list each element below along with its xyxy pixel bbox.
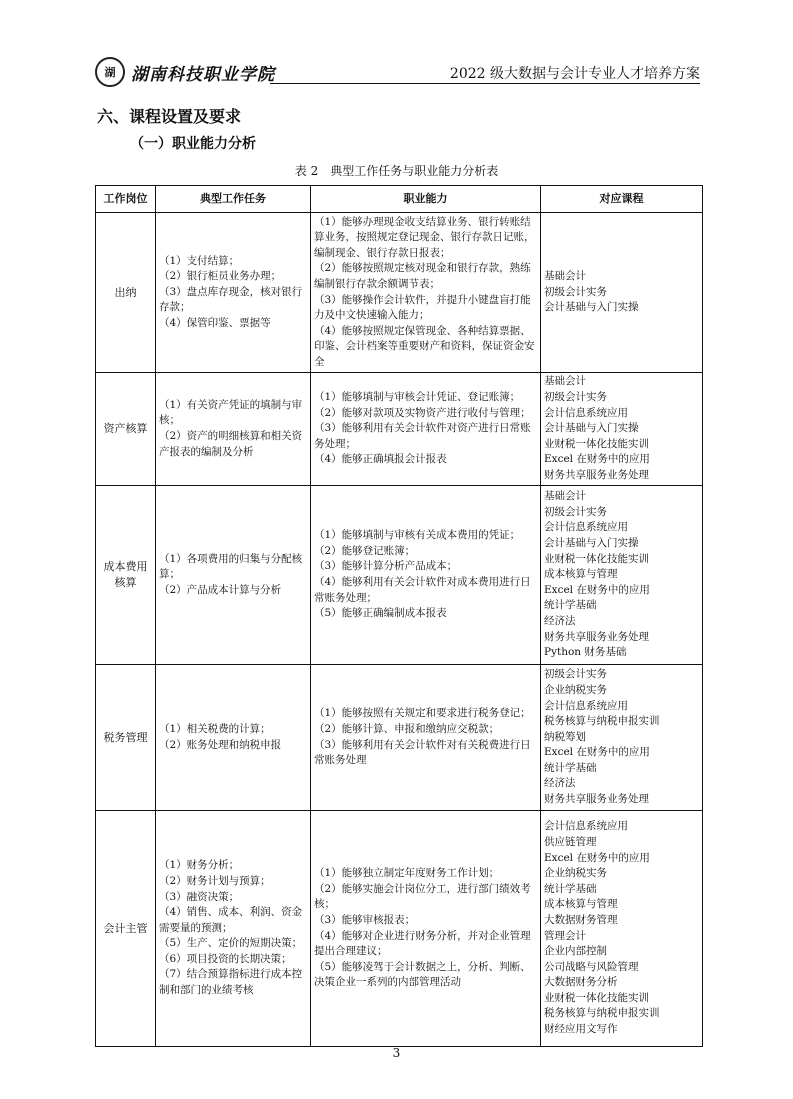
ability-analysis-table [95,185,703,1047]
col-header-tasks: 典型工作任务 [156,186,311,213]
ability-cell [311,373,541,486]
course-item: 企业内部控制 [544,945,607,958]
ability-item: （5）能够凌驾于会计数据之上，分析、判断、决策企业一系列的内部管理活动 [314,960,531,989]
col-header-courses: 对应课程 [541,186,703,213]
course-item: 供应链管理 [544,835,597,848]
course-item: 会计信息系统应用 [544,699,628,712]
course-item: 财务共享服务业务处理 [544,630,649,643]
task-item: （2）银行柜员业务办理； [159,270,282,283]
ability-cell [311,665,541,811]
course-item: 业财税一体化技能实训 [544,437,649,450]
course-item: 税务核算与纳税申报实训 [544,1007,660,1020]
task-cell [156,213,311,373]
course-item: Excel 在财务中的应用 [544,851,650,864]
table-row [96,665,703,811]
course-item: 初级会计实务 [544,285,607,298]
course-item: 财经应用文写作 [544,1023,618,1036]
task-cell [156,811,311,1047]
course-item: 管理会计 [544,929,586,942]
col-header-post: 工作岗位 [96,186,156,213]
task-item: （3）融资决策； [159,890,240,903]
task-item: （2）产品成本计算与分析 [159,583,282,596]
course-item: 会计基础与入门实操 [544,537,639,550]
ability-cell [311,486,541,665]
task-item: （1）有关资产凭证的填制与审核； [159,398,303,427]
course-item: 会计信息系统应用 [544,820,628,833]
table-row [96,213,703,373]
course-item: 业财税一体化技能实训 [544,552,649,565]
ability-item: （2）能够实施会计岗位分工，进行部门绩效考核； [314,882,531,911]
ability-item: （4）能够对企业进行财务分析，并对企业管理提出合理建议； [314,929,531,958]
course-item: 大数据财务管理 [544,913,618,926]
course-cell [541,213,703,373]
course-cell [541,811,703,1047]
ability-item: （3）能够计算分析产品成本； [314,560,458,573]
post-cell: 会计主管 [96,811,156,1047]
ability-item: （2）能够对款项及实物资产进行收付与管理； [314,406,531,419]
task-item: （1）相关税费的计算； [159,722,271,735]
task-cell [156,665,311,811]
course-item: 初级会计实务 [544,391,607,404]
ability-item: （1）能够填制与审核会计凭证、登记账簿； [314,391,521,404]
ability-item: （5）能够正确编制成本报表 [314,607,447,620]
course-item: Excel 在财务中的应用 [544,583,650,596]
table-row [96,373,703,486]
post-cell: 税务管理 [96,665,156,811]
task-item: （1）财务分析； [159,859,240,872]
course-item: 企业纳税实务 [544,867,607,880]
post-cell: 资产核算 [96,373,156,486]
course-item: 大数据财务分析 [544,976,618,989]
course-item: Excel 在财务中的应用 [544,746,650,759]
task-item: （2）账务处理和纳税申报 [159,738,282,751]
task-item: （1）各项费用的归集与分配核算； [159,552,303,581]
table-row [96,486,703,665]
course-item: 统计学基础 [544,761,597,774]
course-item: 初级会计实务 [544,668,607,681]
course-item: 基础会计 [544,490,586,503]
course-item: 经济法 [544,614,576,627]
course-item: Python 财务基础 [544,646,627,659]
course-item: 会计信息系统应用 [544,521,628,534]
ability-item: （2）能够计算、申报和缴纳应交税款； [314,722,500,735]
ability-cell [311,213,541,373]
ability-item: （2）能够登记账簿； [314,544,416,557]
task-item: （4）销售、成本、利润、资金需要量的预测； [159,906,303,934]
ability-item: （4）能够正确填报会计报表 [314,453,447,466]
ability-item: （3）能够利用有关会计软件对有关税费进行日常账务处理 [314,738,531,767]
course-item: 财务共享服务业务处理 [544,468,649,481]
ability-item: （4）能够利用有关会计软件对成本费用进行日常账务处理； [314,576,531,604]
course-item: 会计基础与入门实操 [544,301,639,314]
section-title: 六、课程设置及要求 [97,107,242,126]
course-cell [541,665,703,811]
course-cell [541,373,703,486]
ability-item: （1）能够填制与审核有关成本费用的凭证； [314,529,521,542]
course-item: 企业纳税实务 [544,683,607,696]
post-cell: 出纳 [96,213,156,373]
header-rule [270,83,700,84]
task-item: （3）盘点库存现金，核对银行存款； [159,285,303,314]
school-logo [95,57,275,87]
task-item: （7）结合预算指标进行成本控制和部门的业绩考核 [159,968,303,997]
course-item: 会计基础与入门实操 [544,422,639,435]
course-item: 统计学基础 [544,882,597,895]
subsection-title: （一）职业能力分析 [130,136,256,152]
task-item: （1）支付结算； [159,254,240,267]
course-item: 公司战略与风险管理 [544,960,639,973]
ability-item: （4）能够按照规定保管现金、各种结算票据、印鉴、会计档案等重要财产和资料，保证资金安全 [314,324,535,368]
page-number: 3 [392,1046,401,1060]
course-item: Excel 在财务中的应用 [544,453,650,466]
course-item: 初级会计实务 [544,505,607,518]
course-item: 成本核算与管理 [544,568,618,581]
ability-item: （1）能够独立制定年度财务工作计划； [314,867,500,880]
ability-item: （3）能够审核报表； [314,913,416,926]
ability-cell [311,811,541,1047]
task-item: （5）生产、定价的短期决策； [159,937,303,950]
course-item: 会计信息系统应用 [544,406,628,419]
ability-item: （2）能够按照规定核对现金和银行存款，熟练编制银行存款余额调节表； [314,262,531,290]
task-cell [156,373,311,486]
task-item: （6）项目投资的长期决策； [159,952,292,965]
course-item: 基础会计 [544,270,586,283]
task-item: （2）财务计划与预算； [159,874,271,887]
course-item: 统计学基础 [544,599,597,612]
ability-item: （3）能够操作会计软件，并提升小键盘盲打能力及中文快速输入能力； [314,293,531,322]
task-cell [156,486,311,665]
page-header [95,55,700,87]
course-item: 业财税一体化技能实训 [544,991,649,1004]
course-item: 基础会计 [544,375,586,388]
course-item: 财务共享服务业务处理 [544,793,649,806]
course-item: 纳税筹划 [544,730,586,743]
ability-item: （3）能够利用有关会计软件对资产进行日常账务处理； [314,422,531,450]
post-cell: 成本费用核算 [96,486,156,665]
task-item: （2）资产的明细核算和相关资产报表的编制及分析 [159,430,303,458]
task-item: （4）保管印鉴、票据等 [159,316,271,329]
table-caption: 表 2 典型工作任务与职业能力分析表 [294,164,499,178]
ability-item: （1）能够按照有关规定和要求进行税务登记； [314,707,531,720]
col-header-abilities: 职业能力 [311,186,541,213]
school-name: 湖南科技职业学院 [131,64,275,85]
table-header-row [96,186,703,213]
document-title: 2022 级大数据与会计专业人才培养方案 [449,66,700,82]
course-item: 经济法 [544,777,576,790]
course-item: 税务核算与纳税申报实训 [544,715,660,728]
course-item: 成本核算与管理 [544,898,618,911]
ability-item: （1）能够办理现金收支结算业务、银行转账结算业务，按照规定登记现金、银行存款日记账，编制现金、银行存款日报表； [314,215,535,259]
table-row [96,811,703,1047]
course-cell [541,486,703,665]
school-seal-icon: 湖 [95,57,125,87]
